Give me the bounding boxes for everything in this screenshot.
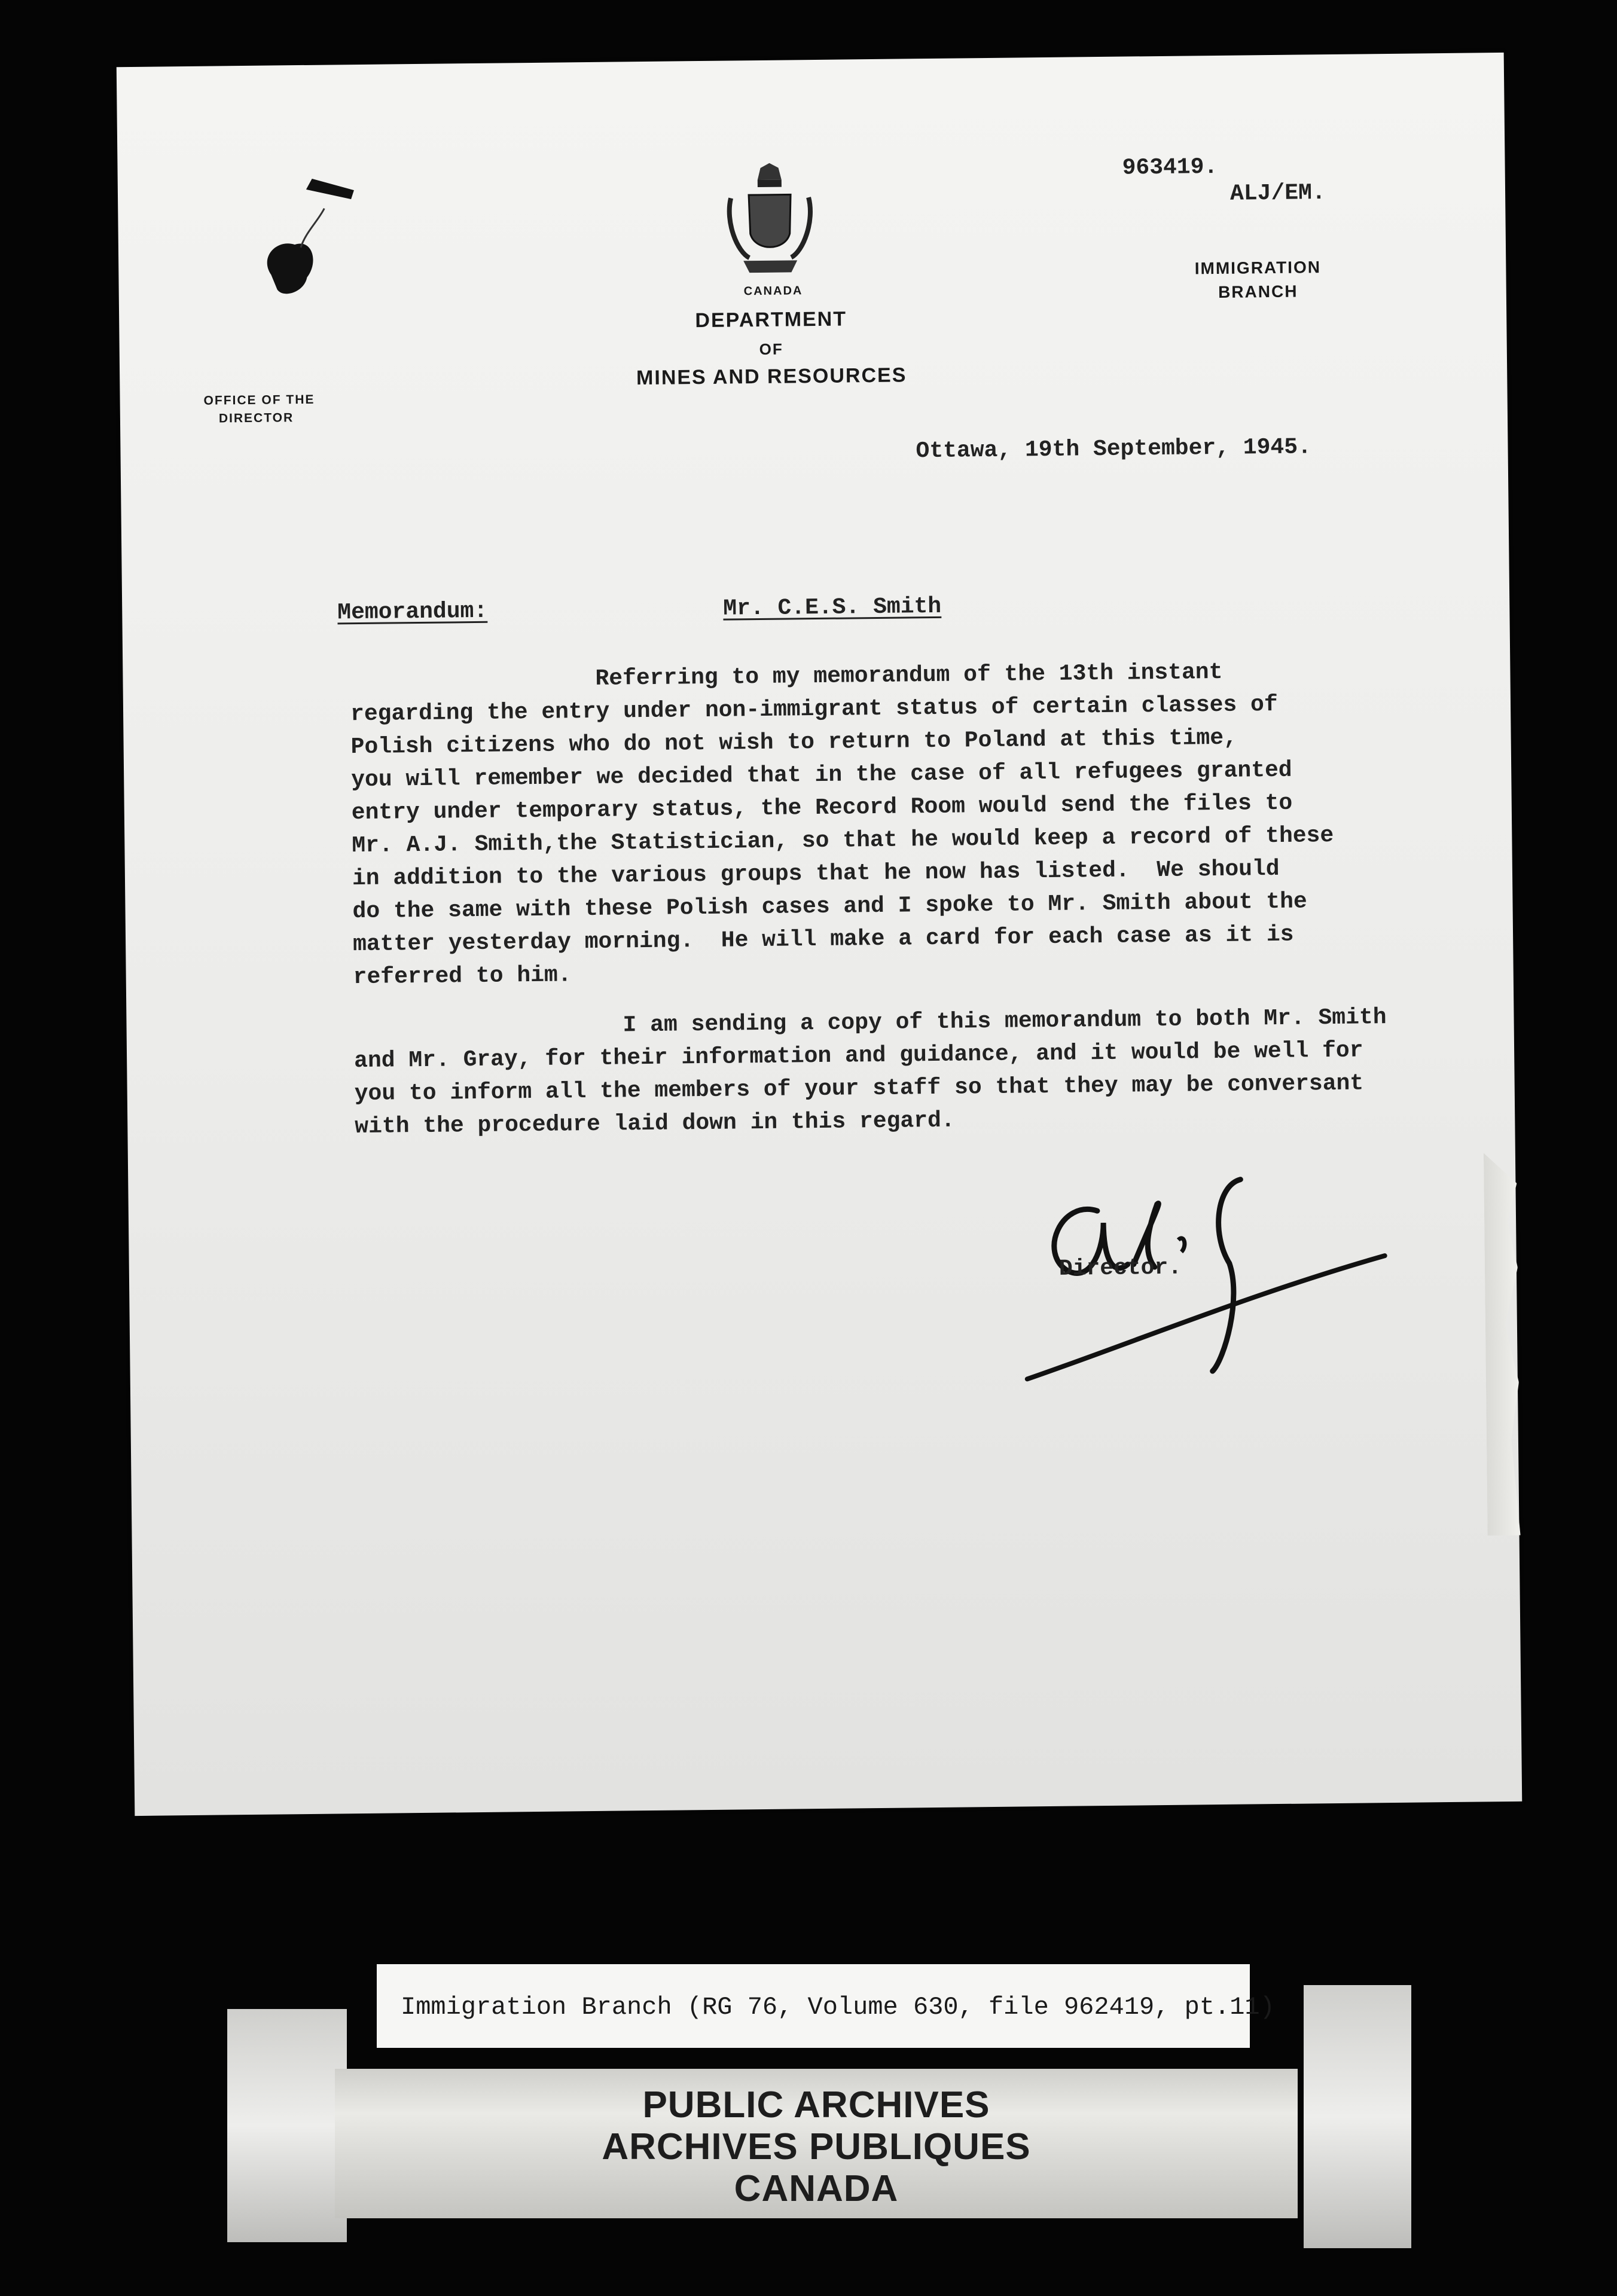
branch-label-2: BRANCH [1218,282,1298,301]
handwritten-signature [1013,1159,1435,1522]
paragraph1-line: Mr. A.J. Smith,the Statistician, so that he would keep a record of these [352,822,1334,859]
file-number: 963419. [1122,154,1218,181]
paragraph1-line: do the same with these Polish cases and I spoke to Mr. Smith about the [352,889,1307,925]
paragraph2-line: you to inform all the members of your staff so that they may be conversant [354,1070,1364,1107]
torn-edge [1484,1153,1521,1536]
memo-heading: Memorandum: [337,598,488,626]
paragraph1-line: entry under temporary status, the Record Room would send the files to [351,790,1293,826]
archive-reference: Immigration Branch (RG 76, Volume 630, file 962419, pt.11) [401,1993,1275,2022]
paragraph2-line: with the procedure laid down in this regard. [355,1107,955,1140]
paragraph1-line: Polish citizens who do not wish to return to Poland at this time, [350,725,1238,761]
office-label-director: DIRECTOR [218,411,294,426]
memo-recipient: Mr. C.E.S. Smith [723,593,942,622]
paragraph1-line: you will remember we decided that in the case of all refugees granted [351,757,1292,793]
reference-initials: ALJ/EM. [1229,180,1326,207]
department-of: OF [759,340,783,358]
paragraph1-line: in addition to the various groups that he now has listed. We should [352,856,1280,892]
paragraph1-line: Referring to my memorandum of the 13th instant [595,659,1223,692]
canada-label: CANADA [743,284,803,298]
office-label: OFFICE OF THE [203,392,315,408]
stamp-line-1: PUBLIC ARCHIVES [642,2084,990,2126]
stamp-line-3: CANADA [734,2168,899,2209]
archives-stamp [335,2069,1298,2218]
date-line: Ottawa, 19th September, 1945. [916,434,1312,465]
paragraph2-line: and Mr. Gray, for their information and guidance, and it would be well for [353,1037,1363,1074]
branch-label: IMMIGRATION [1194,258,1322,278]
ink-blot [234,172,362,317]
paragraph1-line: matter yesterday morning. He will make a card for each case as it is [352,921,1294,958]
paragraph1-line: referred to him. [353,962,572,991]
archive-tape-right [1304,1985,1411,2248]
stamp-line-2: ARCHIVES PUBLIQUES [602,2126,1031,2167]
memorandum-sheet [117,53,1523,1816]
coat-of-arms-icon [724,161,815,276]
archive-reference-label [377,1964,1275,2048]
paragraph2-line: I am sending a copy of this memorandum to both Mr. Smith [623,1004,1387,1039]
signatory-title: Director. [1058,1254,1182,1282]
department-title: DEPARTMENT [695,307,847,332]
ministry-name: MINES AND RESOURCES [636,364,907,390]
archive-tape-left [227,2009,347,2242]
paragraph1-line: regarding the entry under non-immigrant status of certain classes of [350,691,1278,728]
